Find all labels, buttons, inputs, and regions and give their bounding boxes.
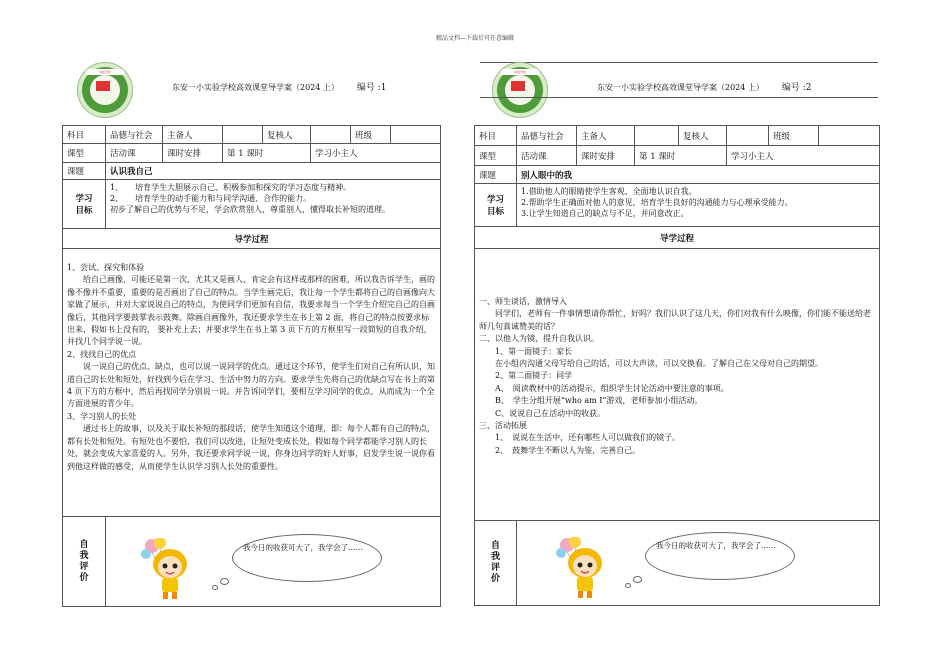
subject-label: 科目 <box>475 126 517 146</box>
goal-item: 2、 培育学生的动手能力和与同学沟通、合作的能力。 <box>110 194 312 203</box>
goal-item: 2.帮助学生正确面对他人的意见，培育学生良好的沟通能力与心理承受能力。 <box>521 198 793 207</box>
goals-list <box>517 184 880 227</box>
topic-label: 课题 <box>63 163 106 180</box>
bubble-tail <box>633 576 642 583</box>
goals-label: 学习 目标 <box>63 180 106 229</box>
topic-value: 认识我自己 <box>106 163 441 180</box>
process-paragraph: 同学们，老师有一件事情想请你帮忙，好吗？我们认识了这几天，你们对我有什么映像，你们能不能送给老师几句真诚赞美的话？ <box>479 309 871 331</box>
process-content <box>475 249 880 521</box>
reviewer-label: 复核人 <box>679 126 727 146</box>
process-heading: 二、以他人为镜，提升自我认识。 <box>479 334 599 344</box>
type-label: 课型 <box>63 144 106 163</box>
process-paragraph: 给自己画像，可能还是第一次，尤其又是画人，肯定会有这样或那样的困难，所以我告诉学生，画的像不像并不重要，重要的是否画出了自己的特点。当学生画完后，我让每一个学生都将自己的自画像向大家做了展示，并对大家说说自己的特点，为使同学们更加有自信，我要求每当一个学生介绍完自己的自画像后，其他同学要鼓掌表示鼓舞。除画自画像外，我还要求学生在书上第 2 面，将自己的特点按要求标出来，假如书上没有的， 要补充上去；并要求学生在书上第 3 页下方的方框里写一段简短的自我介绍，并找几个同学说一说。 <box>67 275 435 347</box>
header-rule <box>480 62 878 63</box>
type-value: 活动课 <box>517 146 577 166</box>
process-title: 导学过程 <box>475 227 880 249</box>
process-title: 导学过程 <box>63 229 441 249</box>
subject-label: 科目 <box>63 126 106 144</box>
goal-item: 1、 培育学生大胆展示自己、积极参加和探究的学习态度与精神。 <box>110 183 352 192</box>
self-eval-label: 自 我 评 价 <box>475 521 517 606</box>
process-paragraph: 说一说自己的优点、缺点，也可以说一说同学的优点。通过这个环节，使学生们对自己有所认识，知道自己的长处和短处，好找到今后在学习、生活中努力的方向。要求学生先将自己的优缺点写在书上的第 4 页下方的方框中，然后再找同学分别说一说。并告诉同学们，要相互学习同学的优点，从而成为一个全方面进展的青少年。 <box>67 362 435 409</box>
preparer-value <box>223 126 263 144</box>
subject-value: 品德与社会 <box>106 126 163 144</box>
cartoon-child-icon <box>555 537 609 599</box>
subject-value: 品德与社会 <box>517 126 577 146</box>
speech-bubble: 我今日的收获可大了，我学会了…… <box>232 534 382 582</box>
class-value <box>391 126 441 144</box>
page2-header-title: 东安一小实验学校高效课堂导学案（2024 上） 编号 :2 <box>597 83 812 93</box>
top-note: 精品文档---下载后可任意编辑 <box>435 35 515 42</box>
process-item: 2、 鼓舞学生不断以人为鉴，完善自己。 <box>479 445 641 455</box>
process-heading: 2、找找自己的优点 <box>67 349 137 359</box>
type-label: 课型 <box>475 146 517 166</box>
goal-item: 初步了解自己的优势与不足，学会欣赏别人，尊重别人，懂得取长补短的道理。 <box>110 205 390 214</box>
bubble-tail <box>625 583 631 588</box>
process-subheading: 2、第二面镜子：同学 <box>479 371 573 381</box>
process-subheading: 1、第一面镜子：家长 <box>479 346 573 356</box>
type-value: 活动课 <box>106 144 163 163</box>
process-content <box>63 249 441 517</box>
host-label: 学习小主人 <box>727 146 880 166</box>
class-label: 班级 <box>351 126 391 144</box>
speech-bubble: 我今日的收获可大了，我学会了…… <box>645 532 795 580</box>
host-label: 学习小主人 <box>311 144 441 163</box>
class-value <box>819 126 880 146</box>
process-item: B、 学生分组开展“who am I”游戏，老师参加小组活动。 <box>479 396 703 406</box>
process-heading: 三、活动拓展 <box>479 421 527 431</box>
process-item: C、说说自己在活动中的收获。 <box>479 408 606 418</box>
page1-header-title: 东安一小实验学校高效课堂导学案（2024 上） 编号 :1 <box>172 83 387 93</box>
class-label: 班级 <box>769 126 819 146</box>
process-paragraph: 在小组内沟通父母写给自己的话，可以大声读，可以交换看。了解自己在父母对自己的期望。 <box>479 359 823 369</box>
process-heading: 3、学习别人的长处 <box>67 411 137 421</box>
reviewer-value <box>727 126 769 146</box>
topic-label: 课题 <box>475 166 517 184</box>
preparer-label: 主备人 <box>577 126 635 146</box>
process-item: 1、 说说在生活中，还有哪些人可以做我们的镜子。 <box>479 433 681 443</box>
reviewer-value <box>311 126 351 144</box>
bubble-tail <box>212 585 218 590</box>
goals-label: 学习 目标 <box>475 184 517 227</box>
self-eval-label: 自 我 评 价 <box>63 517 106 607</box>
cartoon-child-icon <box>140 538 194 600</box>
bubble-tail <box>220 578 229 585</box>
process-heading: 一、师生谈话，激情导入 <box>479 297 567 306</box>
preparer-value <box>635 126 679 146</box>
schedule-value: 第 1 课时 <box>635 146 727 166</box>
goal-item: 3.让学生知道自己的缺点与不足，并同意改正。 <box>521 209 689 218</box>
school-logo: 实验学校 <box>77 62 133 118</box>
page1-lesson-table <box>62 125 441 607</box>
process-heading: 1、尝试、探究和体验 <box>67 263 145 272</box>
process-paragraph: 通过书上的故事，以及关于取长补短的那段话，使学生知道这个道理，即：每个人都有自己的特点，都有长处和短处。有短处也不要怕，我们可以改进，让短处变成长处，假如每个同学都能学习别人的长处，就会变成大家喜爱的人。另外，我还要求同学说一说，你身边同学的好人好事，启发学生说一说你看到他这样做的感受，从而使学生认识学习别人长处的重要性。 <box>67 424 435 471</box>
schedule-label: 课时安排 <box>163 144 223 163</box>
header-rule <box>480 97 878 98</box>
schedule-label: 课时安排 <box>577 146 635 166</box>
schedule-value: 第 1 课时 <box>223 144 311 163</box>
goal-item: 1.借助他人的眼睛使学生客观、全面地认识自我。 <box>521 187 697 196</box>
topic-value: 别人眼中的我 <box>517 166 880 184</box>
goals-list <box>106 180 441 229</box>
process-item: A、 阅读教材中的活动提示，组织学生讨论活动中要注意的事项。 <box>479 383 729 393</box>
school-logo: 实验学校 <box>492 62 548 118</box>
reviewer-label: 复核人 <box>263 126 311 144</box>
preparer-label: 主备人 <box>163 126 223 144</box>
page2-lesson-table <box>474 125 880 606</box>
